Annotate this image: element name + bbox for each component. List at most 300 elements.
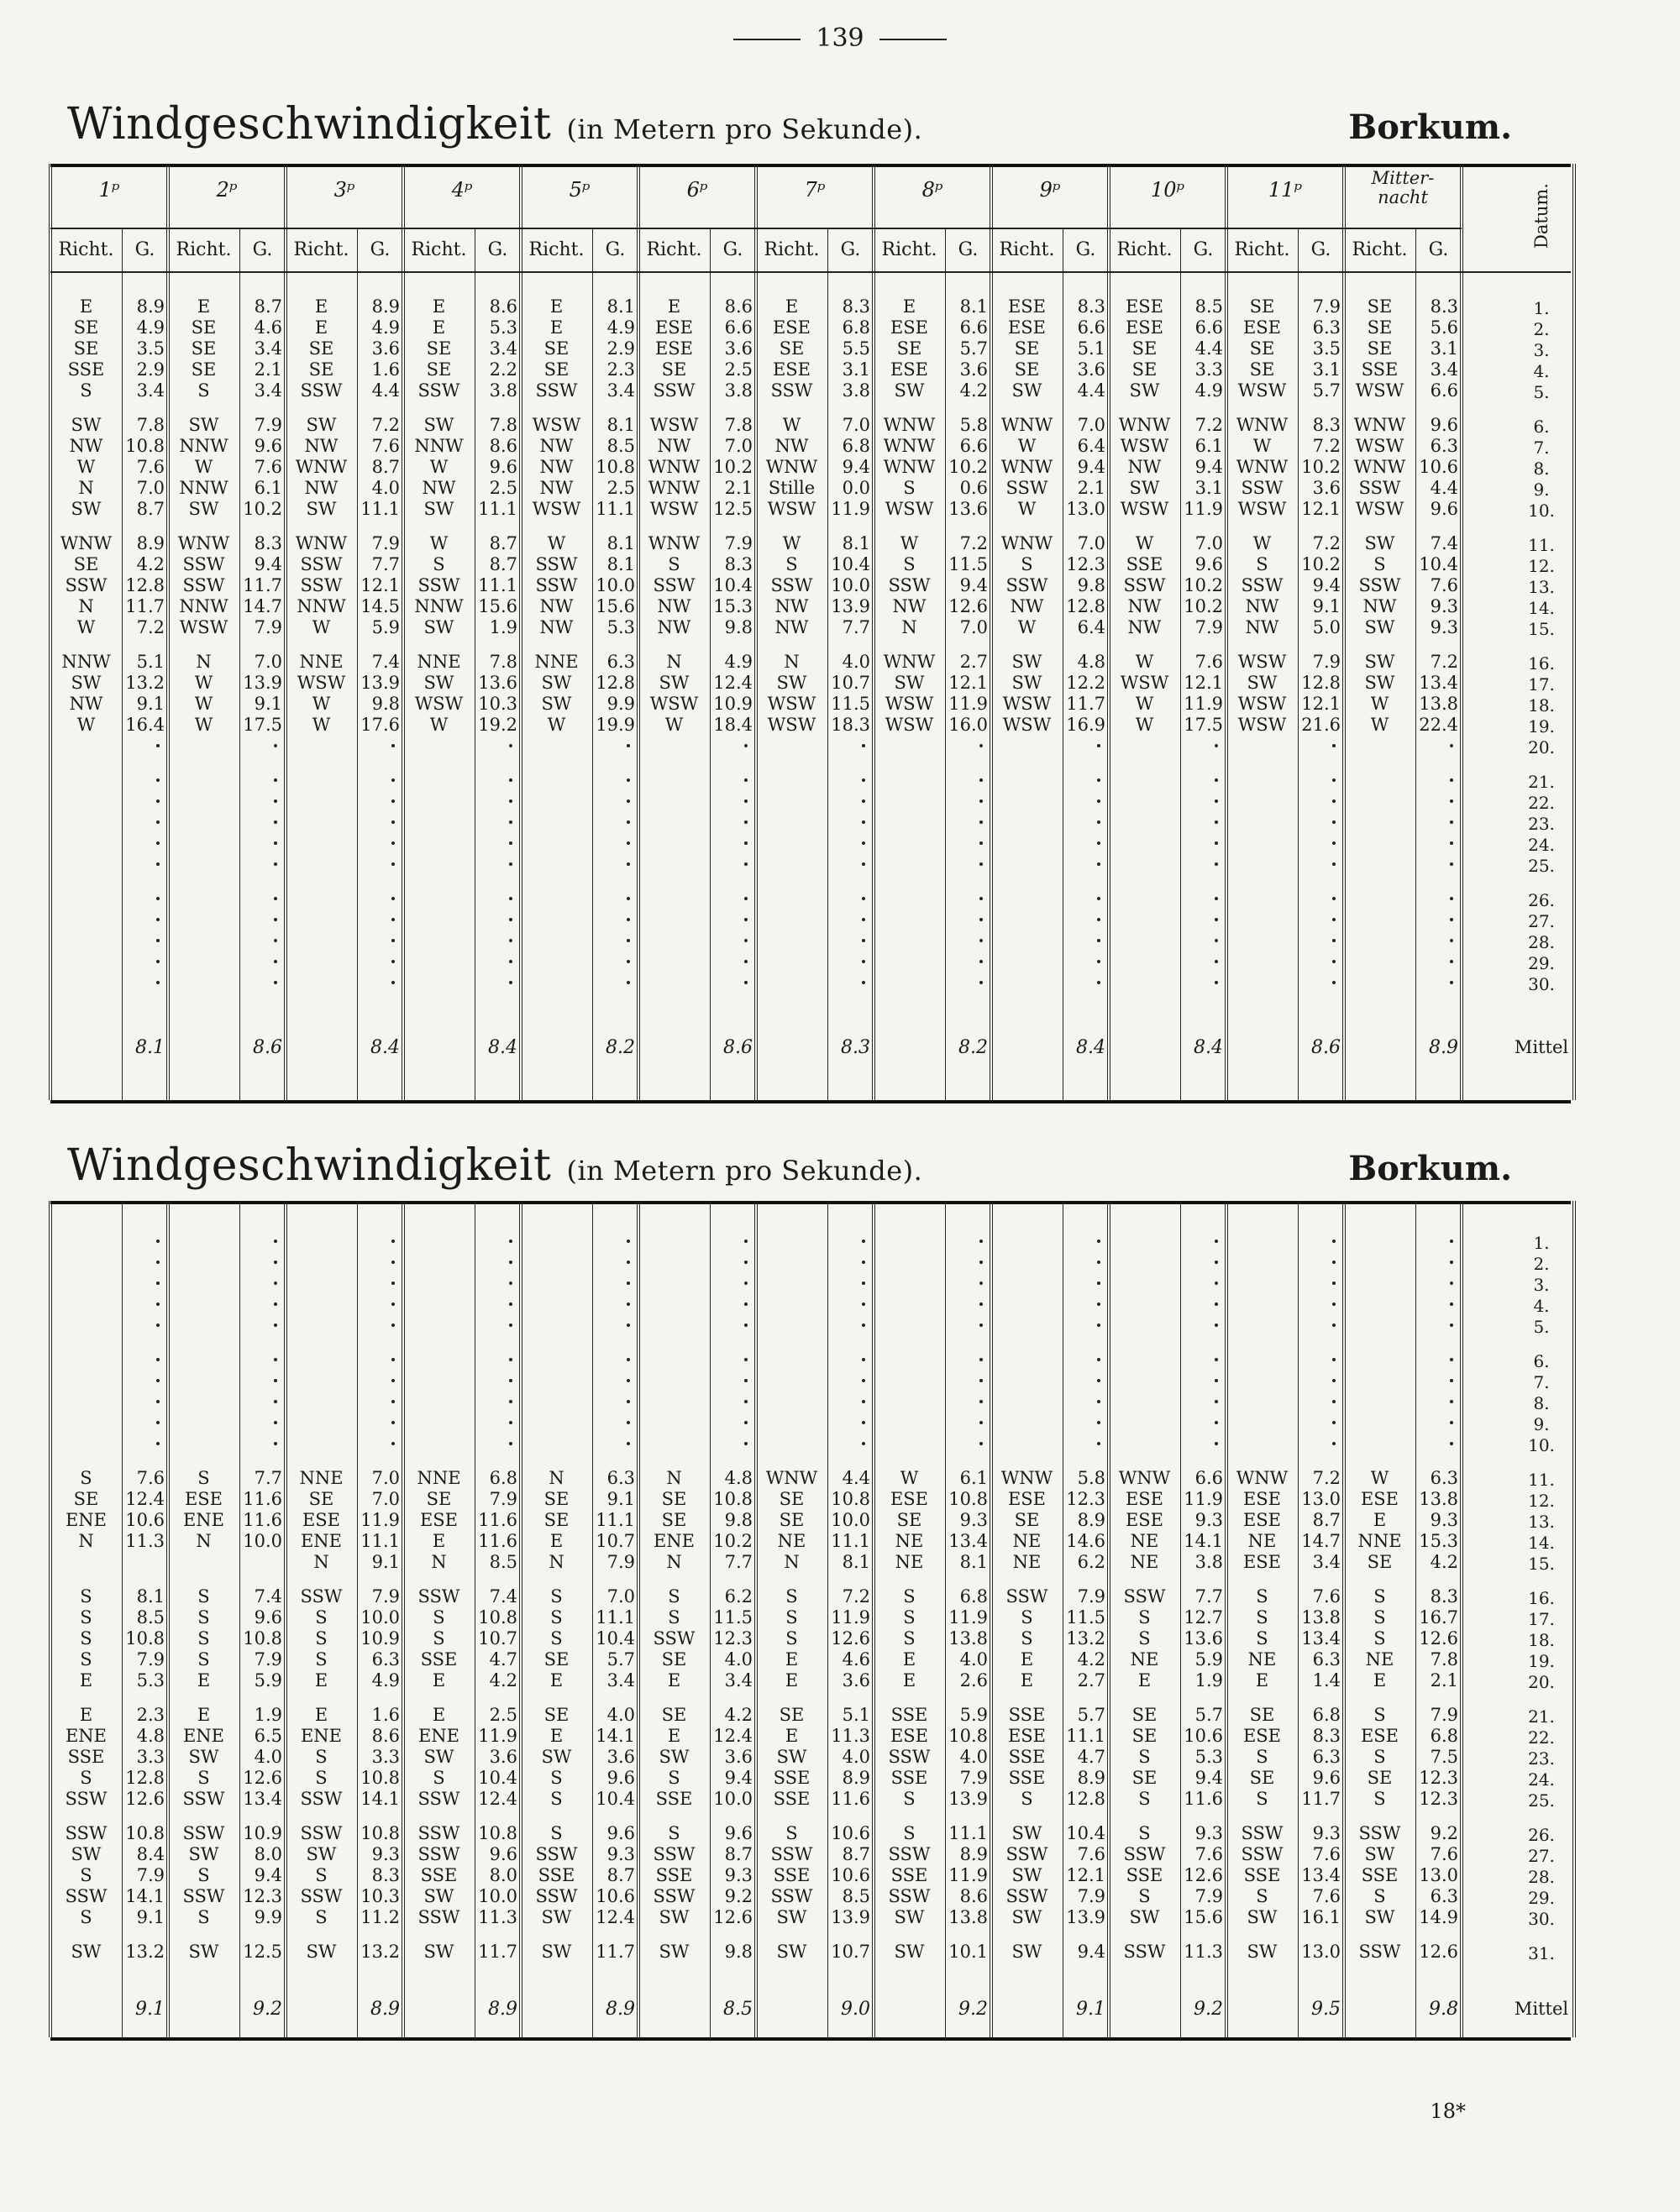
table2-cell-speed: 8.6: [959, 1886, 988, 1906]
table1-cell-direction: WSW: [532, 415, 581, 435]
table1-cell-speed: 9.8: [371, 694, 400, 714]
table2-cell-direction: N: [784, 1552, 800, 1572]
table2-cell-speed: 11.9: [360, 1510, 400, 1530]
table1-cell-direction: WNW: [883, 415, 936, 435]
table2-cell-direction: ENE: [65, 1510, 108, 1530]
table2-cell-speed: 4.0: [606, 1705, 635, 1725]
table1-cell-direction: S: [1373, 554, 1386, 574]
table1-cell-direction: SW: [423, 499, 454, 519]
table1-date: 8.: [1533, 459, 1550, 479]
table2-cell-direction: N: [313, 1552, 329, 1572]
table2-cell-speed: 16.7: [1419, 1607, 1458, 1628]
table2-date: 3.: [1533, 1275, 1550, 1295]
table1-cell-speed: 6.6: [959, 317, 988, 338]
table1-date: 24.: [1528, 835, 1555, 855]
table2-empty-dot: [156, 1379, 160, 1382]
table2-cell-speed: 6.3: [606, 1468, 635, 1488]
table2-cell-speed: 9.8: [724, 1942, 753, 1962]
table1-empty-dot: [1215, 960, 1218, 963]
table2-date: 6.: [1533, 1351, 1550, 1371]
table2-empty-dot: [274, 1421, 277, 1424]
table1-cell-direction: SW: [1364, 673, 1395, 693]
table1-cell-direction: WNW: [60, 533, 113, 553]
table1-cell-direction: ESE: [654, 317, 694, 338]
table1-cell-direction: W: [1252, 436, 1272, 456]
table2-empty-dot: [1332, 1261, 1336, 1264]
table2-cell-speed: 1.4: [1312, 1670, 1341, 1690]
table1-cell-direction: NW: [1362, 596, 1397, 616]
table1-cell-direction: SSW: [770, 380, 813, 401]
table2-date: 9.: [1533, 1414, 1550, 1434]
table1-cell-speed: 8.1: [606, 296, 635, 317]
table1-cell-speed: 3.1: [1194, 478, 1223, 498]
table1-cell-direction: W: [429, 715, 449, 735]
table2-cell-direction: S: [668, 1607, 680, 1628]
table2-empty-dot: [744, 1421, 748, 1424]
table2-empty-dot: [274, 1282, 277, 1285]
table2-cell-speed: 11.1: [596, 1510, 635, 1530]
table2-cell-direction: SSW: [1241, 1844, 1284, 1864]
table2-mean: 9.2: [1194, 1999, 1223, 2020]
table1-cell-speed: 3.5: [1312, 338, 1341, 359]
table2-cell-speed: 9.6: [606, 1768, 635, 1788]
table2-cell-speed: 8.3: [1312, 1726, 1341, 1746]
table1-cell-direction: W: [76, 617, 96, 637]
table1-col-dir-label: Richt.: [999, 239, 1055, 260]
table1-cell-speed: 6.6: [1430, 380, 1458, 401]
table2-cell-direction: ESE: [1360, 1726, 1399, 1746]
table1-cell-direction: E: [549, 317, 564, 338]
table2-cell-direction: SE: [661, 1510, 687, 1530]
table2-cell-speed: 11.9: [478, 1726, 517, 1746]
table2-empty-dot: [1450, 1240, 1453, 1243]
table2-cell-direction: NE: [777, 1531, 806, 1551]
table2-cell-direction: SSW: [300, 1886, 343, 1906]
table1-cell-speed: 12.8: [1066, 596, 1105, 616]
table2-empty-dot: [1215, 1303, 1218, 1306]
table2-title: Windgeschwindigkeit (in Metern pro Sekunde).: [67, 1140, 923, 1191]
table2-cell-speed: 11.2: [360, 1907, 400, 1927]
table2-cell-speed: 7.4: [489, 1586, 517, 1607]
table1-empty-dot: [979, 918, 983, 921]
table2-empty-dot: [979, 1324, 983, 1327]
table2-date: 22.: [1528, 1727, 1555, 1748]
table2-cell-speed: 7.6: [1312, 1886, 1341, 1906]
table1-cell-direction: NW: [69, 694, 103, 714]
table2-cell-direction: SSE: [538, 1865, 575, 1885]
table2-empty-dot: [1450, 1324, 1453, 1327]
table2-cell-speed: 7.7: [1194, 1586, 1223, 1607]
table2-cell-direction: SW: [1011, 1823, 1042, 1843]
table1-empty-dot: [1332, 820, 1336, 824]
table2-cell-speed: 7.9: [959, 1768, 988, 1788]
table1-empty-dot: [1215, 939, 1218, 942]
table1-col-speed-label: G.: [958, 239, 979, 260]
table2-cell-direction: E: [902, 1649, 916, 1669]
table2-cell-speed: 4.0: [959, 1747, 988, 1767]
table2-cell-speed: 8.1: [959, 1552, 988, 1572]
table1-mean: 8.4: [370, 1037, 400, 1058]
table1-empty-dot: [1097, 897, 1100, 900]
table1-empty-dot: [979, 939, 983, 942]
table1-cell-speed: 9.1: [254, 694, 282, 714]
table2-cell-direction: N: [549, 1468, 564, 1488]
table2-cell-direction: SW: [423, 1942, 454, 1962]
table2-cell-speed: 2.7: [1077, 1670, 1105, 1690]
table1-date: 16.: [1528, 653, 1555, 674]
table1-cell-speed: 11.9: [831, 499, 870, 519]
table1-cell-direction: W: [76, 715, 96, 735]
table1-cell-speed: 15.6: [596, 596, 635, 616]
table2-cell-direction: SW: [1247, 1907, 1278, 1927]
table2-cell-speed: 12.4: [596, 1907, 635, 1927]
table1-cell-speed: 4.9: [136, 317, 165, 338]
table1-cell-direction: SE: [308, 338, 334, 359]
table2-empty-dot: [156, 1400, 160, 1403]
table2-cell-speed: 11.6: [243, 1510, 282, 1530]
table2-cell-direction: S: [1373, 1886, 1386, 1906]
table1-cell-speed: 7.2: [1430, 652, 1458, 672]
table1-cell-direction: WNW: [295, 533, 348, 553]
table2-cell-direction: E: [197, 1670, 211, 1690]
table2-cell-direction: SSE: [890, 1705, 928, 1725]
table1-cell-direction: WSW: [649, 694, 699, 714]
table1-cell-direction: WSW: [767, 499, 816, 519]
table2-date: 14.: [1528, 1533, 1555, 1553]
table1-cell-speed: 11.9: [948, 694, 988, 714]
table1-date: 26.: [1528, 890, 1555, 910]
table1-cell-direction: NW: [892, 596, 927, 616]
table2-cell-speed: 5.9: [1194, 1649, 1223, 1669]
table1-cell-direction: SE: [191, 317, 217, 338]
table1-cell-direction: SSW: [1005, 575, 1048, 595]
table2-cell-direction: SSW: [1005, 1886, 1048, 1906]
table2-cell-speed: 15.6: [1184, 1907, 1223, 1927]
table2-cell-direction: N: [78, 1531, 94, 1551]
table2-cell-speed: 9.3: [606, 1844, 635, 1864]
table2-vline-date: [1572, 1201, 1576, 2037]
table1-hour-label: 4ᵖ: [451, 178, 473, 202]
table1-empty-dot: [862, 862, 865, 866]
table2-cell-direction: ESE: [1360, 1489, 1399, 1509]
table2-empty-dot: [156, 1442, 160, 1445]
table2-cell-direction: SE: [426, 1489, 452, 1509]
table1-cell-direction: NW: [774, 596, 809, 616]
table1-cell-direction: SE: [191, 359, 217, 380]
table1-cell-direction: NNW: [414, 596, 464, 616]
table1-cell-direction: SSW: [1358, 478, 1401, 498]
table1-date: 21.: [1528, 772, 1555, 792]
table1-cell-direction: SE: [1249, 338, 1275, 359]
table1-empty-dot: [1450, 799, 1453, 803]
table2-empty-dot: [391, 1240, 395, 1243]
table1-empty-dot: [274, 862, 277, 866]
table2-cell-speed: 11.3: [831, 1726, 870, 1746]
table1-cell-direction: SW: [1129, 478, 1160, 498]
table1-mean: 8.4: [1194, 1037, 1223, 1058]
table2-cell-direction: S: [80, 1628, 92, 1649]
table1-cell-speed: 7.0: [254, 652, 282, 672]
table1-empty-dot: [862, 744, 865, 747]
table2-empty-dot: [1097, 1261, 1100, 1264]
table2-cell-speed: 9.2: [1430, 1823, 1458, 1843]
table2-cell-speed: 8.1: [136, 1586, 165, 1607]
table2-cell-speed: 12.6: [243, 1768, 282, 1788]
table1-col-speed-label: G.: [1428, 239, 1449, 260]
table2-cell-direction: S: [1021, 1789, 1033, 1809]
table2-cell-direction: ESE: [1242, 1552, 1282, 1572]
table2-cell-speed: 7.9: [1077, 1886, 1105, 1906]
table2-cell-direction: S: [1138, 1607, 1151, 1628]
table2-cell-direction: S: [80, 1907, 92, 1927]
table1-cell-direction: SE: [308, 359, 334, 380]
table2-cell-speed: 12.8: [125, 1768, 165, 1788]
table2-cell-direction: E: [549, 1531, 564, 1551]
table2-cell-speed: 12.3: [1419, 1768, 1458, 1788]
table2-cell-speed: 12.6: [831, 1628, 870, 1649]
table1-cell-direction: SE: [779, 338, 805, 359]
table2-cell-direction: E: [785, 1670, 799, 1690]
table1-cell-speed: 2.7: [959, 652, 988, 672]
table1-cell-direction: NW: [657, 436, 691, 456]
table1-empty-dot: [744, 918, 748, 921]
table2-cell-direction: S: [1256, 1747, 1268, 1767]
table2-cell-direction: SSW: [888, 1886, 931, 1906]
table2-mean: 9.8: [1429, 1999, 1458, 2020]
table2-cell-speed: 12.4: [478, 1789, 517, 1809]
table2-cell-speed: 13.0: [1419, 1865, 1458, 1885]
table2-cell-speed: 14.6: [1066, 1531, 1105, 1551]
table1-cell-direction: NNW: [179, 436, 228, 456]
table1-empty-dot: [1450, 981, 1453, 984]
table1-cell-direction: E: [785, 296, 799, 317]
table2-cell-direction: SW: [659, 1942, 690, 1962]
table1-cell-direction: SW: [1247, 673, 1278, 693]
table1-col-speed-label: G.: [840, 239, 861, 260]
table2-cell-speed: 12.6: [1419, 1942, 1458, 1962]
table1-empty-dot: [1450, 897, 1453, 900]
table2-cell-direction: SW: [1364, 1844, 1395, 1864]
table1-cell-direction: WNW: [1000, 533, 1053, 553]
table1-cell-speed: 11.5: [948, 554, 988, 574]
table1-cell-direction: W: [1252, 533, 1272, 553]
table1-cell-speed: 8.1: [959, 296, 988, 317]
table1-cell-speed: 12.8: [596, 673, 635, 693]
table1-cell-speed: 7.7: [842, 617, 870, 637]
table2-cell-speed: 11.7: [1301, 1789, 1341, 1809]
table2-cell-speed: 13.4: [1301, 1865, 1341, 1885]
table1-cell-direction: SW: [1011, 673, 1042, 693]
table1-cell-direction: WSW: [1120, 436, 1169, 456]
table1-empty-dot: [627, 744, 630, 747]
table1-cell-direction: WNW: [177, 533, 230, 553]
table2-empty-dot: [156, 1303, 160, 1306]
table2-cell-direction: SE: [896, 1510, 922, 1530]
table1-cell-speed: 0.0: [842, 478, 870, 498]
table1-empty-dot: [509, 744, 512, 747]
table1-cell-direction: WSW: [1120, 673, 1169, 693]
table1-cell-direction: SSW: [1241, 478, 1284, 498]
table1-cell-direction: SSW: [535, 575, 578, 595]
table2-cell-speed: 6.3: [1312, 1747, 1341, 1767]
table2-empty-dot: [274, 1261, 277, 1264]
table2-cell-speed: 7.9: [1194, 1886, 1223, 1906]
table1-empty-dot: [627, 981, 630, 984]
table1-cell-speed: 16.4: [125, 715, 165, 735]
table2-empty-dot: [979, 1240, 983, 1243]
table1-cell-speed: 6.4: [1077, 617, 1105, 637]
table2-cell-speed: 6.2: [1077, 1552, 1105, 1572]
table2-cell-speed: 9.3: [371, 1844, 400, 1864]
table1-cell-speed: 7.2: [959, 533, 988, 553]
table2-empty-dot: [627, 1400, 630, 1403]
table1-date: 2.: [1533, 319, 1550, 339]
table1-cell-direction: W: [429, 457, 449, 477]
table1-cell-direction: E: [549, 296, 564, 317]
table1-cell-direction: W: [900, 533, 919, 553]
table2-cell-speed: 9.3: [1194, 1823, 1223, 1843]
table2-cell-speed: 10.7: [478, 1628, 517, 1649]
table2-cell-speed: 8.3: [1430, 1586, 1458, 1607]
table2-cell-direction: SW: [71, 1942, 102, 1962]
table2-cell-speed: 12.8: [1066, 1789, 1105, 1809]
table1-cell-direction: SSW: [653, 380, 696, 401]
table1-cell-direction: W: [1135, 533, 1154, 553]
table2-empty-dot: [1215, 1324, 1218, 1327]
table1-cell-direction: NW: [774, 436, 809, 456]
table1-cell-speed: 13.2: [125, 673, 165, 693]
table1-mean: 8.2: [606, 1037, 635, 1058]
table2-empty-dot: [509, 1421, 512, 1424]
table1-hour-label: 7ᵖ: [804, 178, 826, 202]
table2-cell-speed: 4.0: [254, 1747, 282, 1767]
table2-cell-speed: 13.4: [243, 1789, 282, 1809]
table2-cell-speed: 6.3: [1312, 1649, 1341, 1669]
table1-cell-speed: 5.7: [959, 338, 988, 359]
table2-empty-dot: [1332, 1240, 1336, 1243]
table2-cell-speed: 7.6: [1312, 1586, 1341, 1607]
table2-cell-speed: 10.6: [1184, 1726, 1223, 1746]
table2-empty-dot: [1450, 1261, 1453, 1264]
table2-empty-dot: [391, 1421, 395, 1424]
table1-cell-direction: SW: [423, 415, 454, 435]
table1-cell-direction: S: [1021, 554, 1033, 574]
table2-cell-direction: W: [1370, 1468, 1389, 1488]
table1-cell-direction: WSW: [1120, 499, 1169, 519]
table1-cell-speed: 4.4: [1077, 380, 1105, 401]
table2-cell-speed: 2.1: [1430, 1670, 1458, 1690]
table1-cell-speed: 4.0: [842, 652, 870, 672]
table1-cell-speed: 8.6: [489, 436, 517, 456]
table1-empty-dot: [274, 778, 277, 782]
table2-cell-direction: E: [902, 1670, 916, 1690]
table1-empty-dot: [391, 799, 395, 803]
table1-cell-direction: WSW: [1237, 499, 1287, 519]
table2-cell-direction: SE: [1131, 1705, 1158, 1725]
table1-empty-dot: [979, 862, 983, 866]
table2-empty-dot: [1097, 1379, 1100, 1382]
table1-cell-speed: 3.4: [254, 380, 282, 401]
table2-cell-direction: S: [1256, 1586, 1268, 1607]
table2-cell-speed: 7.6: [136, 1468, 165, 1488]
table1-cell-speed: 3.6: [371, 338, 400, 359]
table2-cell-direction: SSE: [1243, 1865, 1281, 1885]
table2-cell-direction: S: [1021, 1607, 1033, 1628]
table2-cell-speed: 12.1: [1066, 1865, 1105, 1885]
table1-empty-dot: [509, 918, 512, 921]
table2-cell-direction: SSW: [1123, 1586, 1166, 1607]
table2-cell-direction: SW: [776, 1907, 807, 1927]
table2-empty-dot: [862, 1421, 865, 1424]
table2-empty-dot: [1097, 1324, 1100, 1327]
table1-cell-speed: 2.5: [606, 478, 635, 498]
table1-col-dir-label: Richt.: [1352, 239, 1408, 260]
table1-cell-speed: 9.9: [606, 694, 635, 714]
table1-empty-dot: [979, 960, 983, 963]
table2-cell-speed: 11.7: [596, 1942, 635, 1962]
table2-date: 21.: [1528, 1706, 1555, 1727]
table2-empty-dot: [744, 1303, 748, 1306]
table2-empty-dot: [862, 1303, 865, 1306]
table1-cell-direction: SW: [423, 617, 454, 637]
table2-mean: 8.9: [606, 1999, 635, 2020]
table1-empty-dot: [1450, 918, 1453, 921]
table1-cell-speed: 7.8: [724, 415, 753, 435]
table2-cell-speed: 6.2: [724, 1586, 753, 1607]
table2-date: 18.: [1528, 1630, 1555, 1650]
table1-cell-direction: NW: [1127, 457, 1162, 477]
table1-cell-direction: NW: [657, 617, 691, 637]
table1-cell-speed: 13.0: [1066, 499, 1105, 519]
table2-cell-speed: 9.4: [254, 1865, 282, 1885]
table2-cell-direction: SSW: [770, 1886, 813, 1906]
table1-cell-speed: 5.8: [959, 415, 988, 435]
table2-cell-speed: 10.4: [478, 1768, 517, 1788]
table1-cell-direction: SSW: [1241, 575, 1284, 595]
table2-cell-direction: S: [550, 1607, 563, 1628]
table1-cell-direction: WSW: [414, 694, 464, 714]
table2-cell-direction: SW: [188, 1747, 219, 1767]
table2-empty-dot: [862, 1240, 865, 1243]
table2-cell-direction: S: [785, 1586, 798, 1607]
table1-cell-speed: 7.8: [489, 415, 517, 435]
table1-empty-dot: [1332, 897, 1336, 900]
table1-cell-speed: 10.2: [1184, 575, 1223, 595]
table2-empty-dot: [1097, 1303, 1100, 1306]
table1-cell-direction: SW: [894, 673, 925, 693]
table1-hour-label: 8ᵖ: [921, 178, 943, 202]
table1-empty-dot: [509, 841, 512, 845]
table2-cell-direction: NE: [895, 1552, 924, 1572]
table1-cell-direction: NNW: [179, 478, 228, 498]
table1-empty-dot: [1450, 820, 1453, 824]
table1-cell-direction: SSE: [1361, 359, 1399, 380]
table1-cell-direction: NW: [1010, 596, 1044, 616]
table2-empty-dot: [274, 1303, 277, 1306]
table2-cell-direction: S: [197, 1468, 210, 1488]
table1-cell-speed: 10.2: [1301, 554, 1341, 574]
table2-cell-direction: S: [550, 1768, 563, 1788]
table2-cell-speed: 2.6: [959, 1670, 988, 1690]
table2-cell-direction: SSE: [655, 1865, 693, 1885]
table1-cell-speed: 3.8: [724, 380, 753, 401]
table1-cell-speed: 11.1: [478, 575, 517, 595]
table2-cell-speed: 10.8: [360, 1823, 400, 1843]
table2-cell-speed: 11.1: [596, 1607, 635, 1628]
table1-cell-direction: WNW: [1000, 415, 1053, 435]
table1-empty-dot: [862, 981, 865, 984]
table2-date: 12.: [1528, 1491, 1555, 1511]
